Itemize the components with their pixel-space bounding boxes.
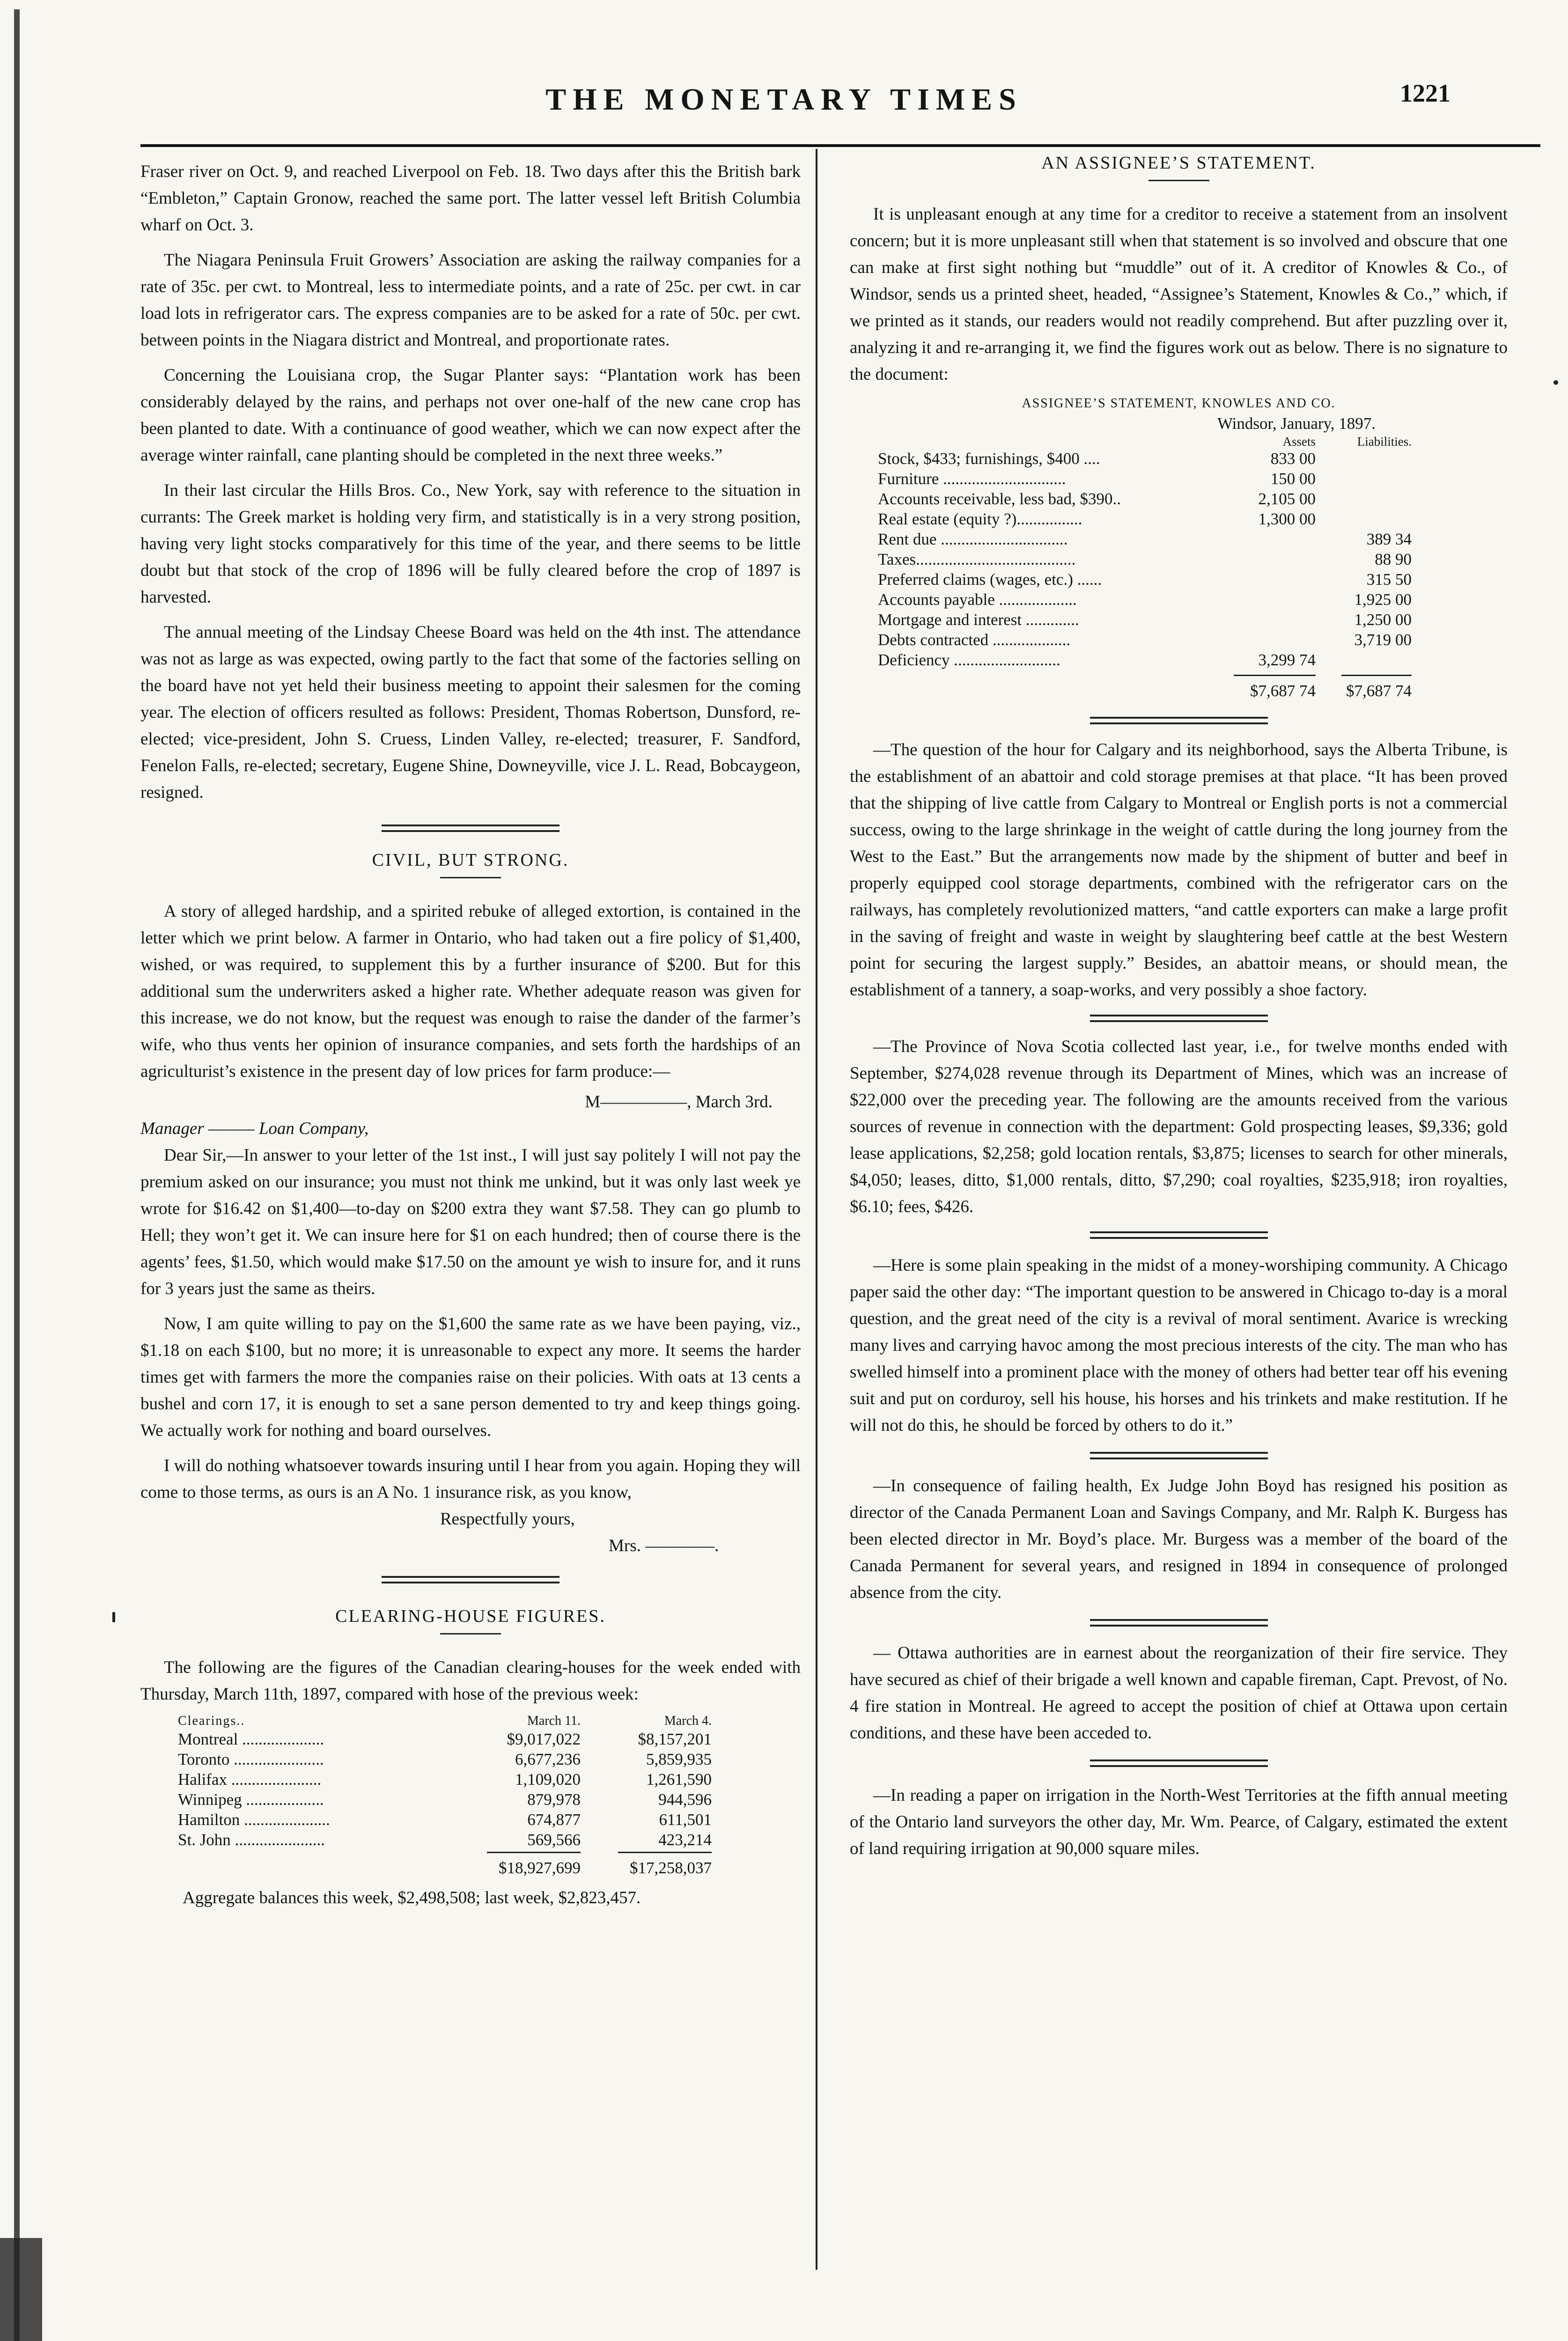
clearing-march4: 5,859,935 (646, 1750, 712, 1768)
heading-rule (440, 1633, 501, 1634)
statement-label: Debts contracted ................... (878, 631, 1071, 649)
clearing-march4: $8,157,201 (638, 1730, 712, 1748)
statement-label: Furniture .............................. (878, 470, 1066, 488)
item-nova-scotia: —The Province of Nova Scotia collected last year, i.e., for twelve months ended with September, $274,028 revenue through its Department of Mines, which was an increase of $22,000 over the preceding year. The following are the amounts received from the various sources of revenue in connection with the department: Gold prospecting leases, $9,336; gold lease applications, $2,258; gold location rentals, $3,875; licenses to search for other minerals, $4,050; leases, ditto, $1,000 rentals, ditto, $7,290; coal royalties, $235,918; iron royalties, $6.10; fees, $426. (850, 1037, 1508, 1216)
ink-speck (112, 1612, 115, 1622)
statement-liabilities (1316, 509, 1412, 529)
statement-label: Deficiency .......................... (878, 651, 1060, 669)
statement-liabilities: 88 90 (1375, 550, 1412, 568)
letter-paragraph: Now, I am quite willing to pay on the $1,600 the same rate as we have been paying, viz., $1.18 on each $100, but no more; it is unreasonable to expect any more. It seems the harder times get with farmers the more the companies raise on their policies. With oats at 13 cents a bushel and corn 17, it is enough to set a sane person demented to try and keep things going. We actually work for nothing and board ourselves. (140, 1314, 801, 1440)
clearing-march11: 879,978 (527, 1790, 581, 1809)
statement-total-liabilities: $7,687 74 (1346, 682, 1412, 700)
clearing-row (178, 1810, 801, 1830)
clearing-table (140, 1713, 801, 1878)
letter-signature: Mrs. ————. (609, 1536, 719, 1555)
statement-assets: 3,299 74 (1258, 651, 1316, 669)
section-divider (1090, 717, 1268, 724)
statement-row (878, 529, 1508, 549)
statement-label: Rent due ............................... (878, 530, 1068, 548)
letter-closing: Respectfully yours, (440, 1509, 575, 1529)
statement-row (878, 589, 1508, 610)
binding-edge (14, 9, 20, 2341)
item-irrigation: —In reading a paper on irrigation in the North-West Territories at the fifth annual meeting of the Ontario land surveyors the other day, Mr. Wm. Pearce, of Calgary, estimated the extent of land requiring irrigation at 90,000 square miles. (850, 1786, 1508, 1858)
statement-liabilities (1316, 650, 1412, 670)
clearing-row (178, 1769, 801, 1789)
statement-label: Taxes....................................... (878, 550, 1076, 568)
statement-assets (1234, 569, 1316, 589)
column-rule (816, 149, 817, 2270)
liabilities-header: Liabilities. (1357, 434, 1412, 449)
header-rule (140, 144, 1540, 147)
clearing-city: Montreal .................... (178, 1730, 324, 1748)
letter-addressee: Manager ——— Loan Company, (140, 1119, 369, 1138)
statement-title: ASSIGNEE’S STATEMENT, KNOWLES AND CO. (1022, 396, 1336, 411)
statement-liabilities: 315 50 (1366, 570, 1412, 589)
heading-rule (1148, 180, 1209, 181)
letter-paragraph: Dear Sir,—In answer to your letter of the 1st inst., I will just say politely I will not pay the premium asked on our insurance; you must not think me unkind, but it was only last week ye wrote for $16.42 on $1,400—to-day on $200 extra they want $7.58. They can go plumb to Hell; they won’t get it. We can insure here for $1 on each hundred; then of course there is the agents’ fees, $1.50, which would make $17.50 on the amount ye wish to insure for, and it runs for 3 years just the same as theirs. (140, 1146, 801, 1298)
statement-label: Preferred claims (wages, etc.) ...... (878, 570, 1102, 589)
section-divider (1090, 1452, 1268, 1459)
clearing-rows (178, 1729, 801, 1850)
clearing-row (178, 1830, 801, 1850)
statement-row (878, 650, 1508, 670)
clearing-row (178, 1729, 801, 1749)
civil-heading: CIVIL, BUT STRONG. (372, 850, 569, 870)
statement-row (878, 509, 1508, 529)
ink-speck (1553, 380, 1558, 385)
statement-row (878, 449, 1508, 469)
article-paragraph: Concerning the Louisiana crop, the Sugar Planter says: “Plantation work has been considerably delayed by the rains, and perhaps not over one-half of the new cane crop has been planted to date. With a continuance of good weather, which we can now expect after the average winter rainfall, cane planting should be completed in the next three weeks.” (140, 366, 801, 465)
clearing-march11: 1,109,020 (515, 1770, 581, 1789)
clearing-city: Hamilton ..................... (178, 1811, 330, 1829)
article-paragraph: In their last circular the Hills Bros. Co., New York, say with reference to the situation in currants: The Greek market is holding very firm, and statistically is in a very strong position, having very light stocks comparatively for this time of the year, and there seems to be little doubt but that stock of the crop of 1896 will be fully cleared before the crop of 1897 is harvested. (140, 481, 801, 607)
clearing-march11: $9,017,022 (507, 1730, 581, 1748)
statement-total-assets: $7,687 74 (1250, 682, 1316, 700)
statement-assets: 833 00 (1270, 449, 1316, 468)
statement-place: Windsor, January, 1897. (1217, 414, 1376, 433)
section-divider (1090, 1759, 1268, 1767)
total-march4: $17,258,037 (630, 1859, 712, 1877)
section-divider (382, 1576, 559, 1583)
clearing-city: Winnipeg ................... (178, 1790, 324, 1809)
statement-label: Stock, $433; furnishings, $400 .... (878, 449, 1100, 468)
right-column (850, 149, 1508, 1862)
clearing-march4: 423,214 (658, 1831, 712, 1849)
statement-assets: 2,105 00 (1258, 490, 1316, 508)
heading-rule (440, 877, 501, 878)
letter-date: M—————, March 3rd. (585, 1092, 773, 1112)
statement-liabilities: 3,719 00 (1354, 631, 1412, 649)
statement-liabilities: 389 34 (1366, 530, 1412, 548)
statement-row (878, 610, 1508, 630)
total-march11: $18,927,699 (499, 1859, 581, 1877)
statement-label: Accounts payable ................... (878, 590, 1077, 609)
statement-row (878, 630, 1508, 650)
assets-header: Assets (1282, 434, 1316, 449)
statement-liabilities: 1,925 00 (1354, 590, 1412, 609)
item-boyd: —In consequence of failing health, Ex Judge John Boyd has resigned his position as director of the Canada Permanent Loan and Savings Company, and Mr. Ralph K. Burgess has been elected director in Mr. Boyd’s place. Mr. Burgess was a member of the board of the Canada Permanent for several years, and resigned in 1894 in consequence of prolonged absence from the city. (850, 1476, 1508, 1602)
statement-assets: 150 00 (1270, 470, 1316, 488)
left-column (140, 158, 801, 1911)
clearing-march4: 944,596 (658, 1790, 712, 1809)
article-paragraph: The Niagara Peninsula Fruit Growers’ Association are asking the railway companies for a rate of 35c. per cwt. to Montreal, less to intermediate points, and a rate of 25c. per cwt. in car load lots in refrigerator cars. The express companies are to be asked for a rate of 50c. per cwt. between points in the Niagara district and Montreal, and proportionate rates. (140, 250, 801, 350)
statement-assets (1234, 589, 1316, 610)
item-chicago: —Here is some plain speaking in the midst of a money-worshiping community. A Chicago paper said the other day: “The important question to be answered in Chicago to-day is a moral question, and the great need of the city is a revival of moral sentiment. Avarice is wrecking many lives and carrying havoc among the most precious interests of the city. The man who has swelled himself into a prominent place with the money of others had better tear off his evening suit and put on corduroy, sell his house, his horses and his trinkets and make restitution. If he will not do this, he should be forced by others to do it.” (850, 1256, 1508, 1435)
clearing-city: Toronto ...................... (178, 1750, 324, 1768)
statement-label: Mortgage and interest ............. (878, 611, 1079, 629)
article-paragraph: The annual meeting of the Lindsay Cheese Board was held on the 4th inst. The attendance was not as large as was expected, owing partly to the fact that some of the factories selling on the board have not yet held their business meeting to appoint their salesmen for the coming year. The election of officers resulted as follows: President, Thomas Robertson, Dunsford, re-elected; vice-president, John S. Cruess, Linden Valley, re-elected; treasurer, F. Sandford, Fenelon Falls, re-elected; secretary, Eugene Shine, Downeyville, vice J. L. Read, Bobcaygeon, resigned. (140, 623, 801, 802)
clearing-row (178, 1749, 801, 1769)
statement-liabilities: 1,250 00 (1354, 611, 1412, 629)
statement-liabilities (1316, 489, 1412, 509)
clearing-city: St. John ...................... (178, 1831, 325, 1849)
statement-label: Real estate (equity ?)................ (878, 510, 1082, 528)
section-divider (382, 825, 559, 832)
clearing-heading: CLEARING-HOUSE FIGURES. (335, 1606, 606, 1626)
statement-row (878, 569, 1508, 589)
civil-intro: A story of alleged hardship, and a spirited rebuke of alleged extortion, is contained in the letter which we print below. A farmer in Ontario, who had taken out a fire policy of $1,400, wished, or was required, to supplement this by a further insurance of $200. But for this additional sum the underwriters asked a higher rate. Whether adequate reason was given for this increase, we do not know, but the request was enough to raise the dander of the farmer’s wife, who thus vents her opinion of insurance companies, and sets forth the hardships of an agriculturist’s existence in the present day of low prices for farm produce:— (140, 902, 801, 1081)
statement-assets (1234, 549, 1316, 569)
clearing-city: Halifax ...................... (178, 1770, 322, 1789)
statement-assets: 1,300 00 (1258, 510, 1316, 528)
section-divider (1090, 1015, 1268, 1022)
statement-rows (850, 449, 1508, 670)
statement-liabilities (1316, 469, 1412, 489)
binding-shadow (0, 2238, 42, 2341)
aggregate-balances: Aggregate balances this week, $2,498,508; last week, $2,823,457. (183, 1888, 641, 1907)
clearing-march4: 1,261,590 (646, 1770, 712, 1789)
item-ottawa: — Ottawa authorities are in earnest about the reorganization of their fire service. They have secured as chief of their brigade a well known and capable fireman, Capt. Prevost, of No. 4 fire station in Montreal. He agreed to accept the position of chief at Ottawa upon certain conditions, and these have been acceded to. (850, 1643, 1508, 1743)
item-calgary: —The question of the hour for Calgary and its neighborhood, says the Alberta Tribune, is the establishment of an abattoir and cold storage premises at that place. “It has been proved that the shipping of live cattle from Calgary to Montreal or English ports is not a commercial success, owing to the large shrinkage in the weight of cattle during the long journey from the West to the East.” But the arrangements now made by the shipment of butter and beef in properly equipped cool storage departments, combined with the refrigerator cars on the railways, has completely revolutionized matters, “and cattle exporters can make a large profit in the saving of freight and waste in weight by slaughtering beef cattle at the best Western point for securing the largest supply.” Besides, an abattoir means, or should mean, the establishment of a tannery, a soap-works, and very possibly a shoe factory. (850, 740, 1508, 1000)
assignee-intro: It is unpleasant enough at any time for a creditor to receive a statement from an insolvent concern; but it is more unpleasant still when that statement is so involved and obscure that one can make at first sight nothing but “muddle” out of it. A creditor of Knowles & Co., of Windsor, sends us a printed sheet, headed, “Assignee’s Statement, Knowles & Co.,” which, if we printed as it stands, our readers would not readily comprehend. But after puzzling over it, analyzing it and re-arranging it, we find the figures work out as below. There is no signature to the document: (850, 205, 1508, 384)
statement-label: Accounts receivable, less bad, $390.. (878, 490, 1121, 508)
clearing-intro: The following are the figures of the Canadian clearing-houses for the week ended with Thursday, March 11th, 1897, compared with hose of the previous week: (140, 1658, 801, 1704)
section-divider (1090, 1619, 1268, 1627)
statement-row (878, 549, 1508, 569)
assignee-heading: AN ASSIGNEE’S STATEMENT. (1041, 153, 1316, 173)
statement-assets (1234, 529, 1316, 549)
statement-row (878, 469, 1508, 489)
letter-paragraph: I will do nothing whatsoever towards insuring until I hear from you again. Hoping they will come to those terms, as ours is an A No. 1 insurance risk, as you know, (140, 1456, 801, 1502)
page-number: 1221 (1400, 79, 1450, 107)
section-divider (1090, 1231, 1268, 1239)
clearing-march11: 674,877 (527, 1811, 581, 1829)
clearing-march4: 611,501 (659, 1811, 712, 1829)
article-paragraph: Fraser river on Oct. 9, and reached Liverpool on Feb. 18. Two days after this the British bark “Embleton,” Captain Gronow, reached the same port. The latter vessel left British Columbia wharf on Oct. 3. (140, 162, 801, 235)
statement-row (878, 489, 1508, 509)
statement-assets (1234, 610, 1316, 630)
clearing-row (178, 1789, 801, 1810)
clearing-label-header: Clearings.. (178, 1714, 245, 1728)
clearing-march11: 569,566 (527, 1831, 581, 1849)
col-header-march4: March 4. (664, 1714, 712, 1728)
statement-assets (1234, 630, 1316, 650)
masthead: THE MONETARY TIMES (545, 82, 1023, 117)
statement-liabilities (1316, 449, 1412, 469)
clearing-march11: 6,677,236 (515, 1750, 581, 1768)
col-header-march11: March 11. (527, 1714, 581, 1728)
